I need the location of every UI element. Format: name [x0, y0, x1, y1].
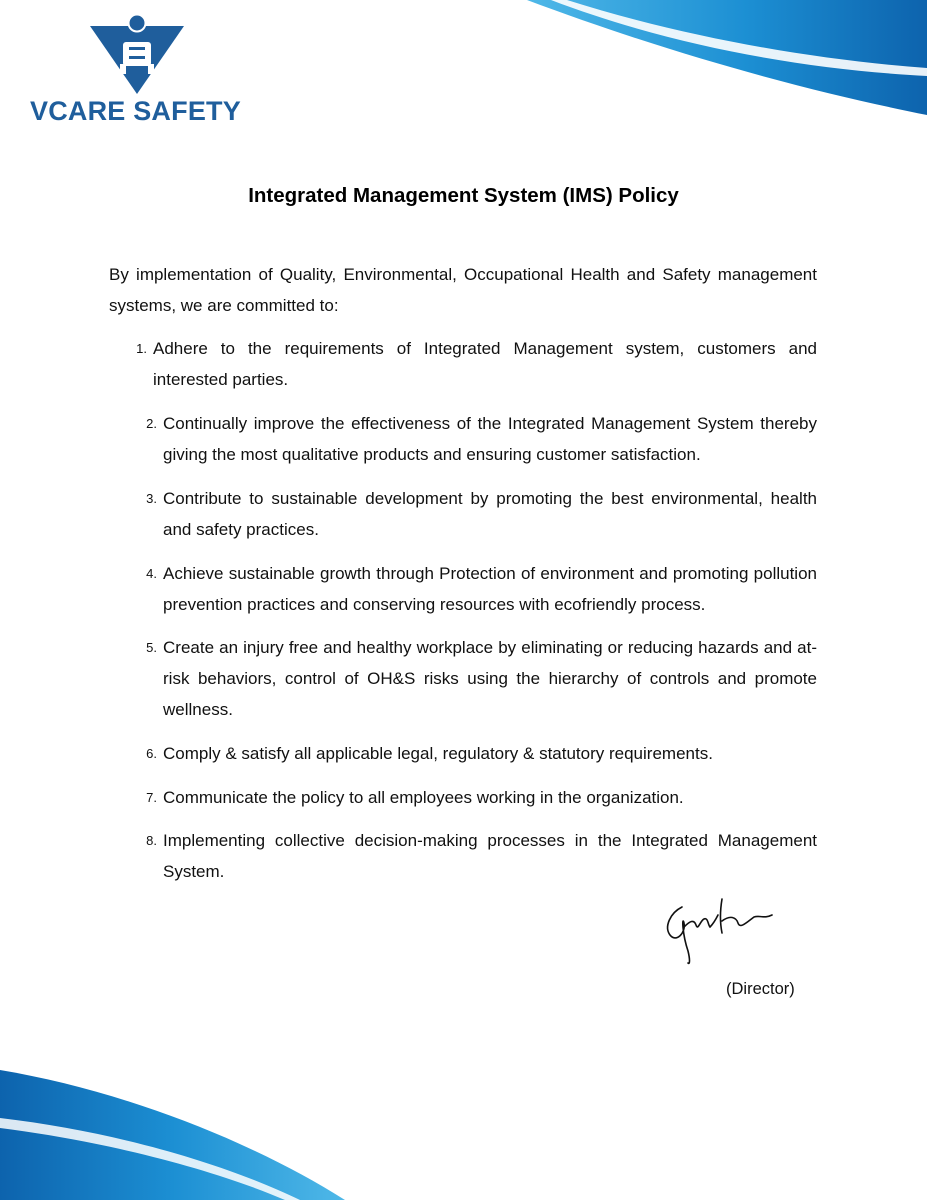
policy-item-number: 7. [146, 790, 157, 805]
policy-item-text: Comply & satisfy all applicable legal, regulatory & statutory requirements. [163, 744, 713, 763]
policy-item-text: Create an injury free and healthy workplace by eliminating or reducing hazards and at-risk behaviors, control of OH&S risks using the hierarchy of controls and promote wellness. [163, 638, 817, 719]
policy-item-number: 6. [146, 746, 157, 761]
policy-item [146, 738, 817, 769]
policy-item-number: 3. [146, 491, 157, 506]
policy-item-number: 1. [136, 341, 147, 356]
intro-paragraph: By implementation of Quality, Environmental, Occupational Health and Safety management systems, we are committed to: [109, 265, 817, 315]
vcare-shield-person-icon [90, 14, 184, 94]
policy-item-text: Adhere to the requirements of Integrated Management system, customers and interested parties. [153, 339, 817, 389]
policy-item-number: 4. [146, 566, 157, 581]
policy-item-text: Achieve sustainable growth through Protection of environment and promoting pollution prevention practices and conserving resources with ecofriendly process. [163, 564, 817, 614]
signature-caption: (Director) [726, 980, 795, 998]
company-logo [22, 10, 244, 128]
policy-item-text: Communicate the policy to all employees working in the organization. [163, 788, 684, 807]
policy-item [146, 632, 817, 725]
header-swoosh-decoration [527, 0, 927, 115]
page-title: Integrated Management System (IMS) Policy [248, 184, 679, 207]
policy-item-number: 5. [146, 640, 157, 655]
logo-wordmark: VCARE SAFETY [30, 96, 241, 126]
policy-item [146, 825, 817, 887]
director-signature [660, 893, 780, 965]
policy-item [136, 333, 817, 395]
policy-item-number: 8. [146, 833, 157, 848]
footer-swoosh-decoration [0, 1070, 345, 1200]
policy-item-text: Contribute to sustainable development by promoting the best environmental, health and safety practices. [163, 489, 817, 539]
policy-item-text: Implementing collective decision-making processes in the Integrated Management System. [163, 831, 817, 881]
policy-item-text: Continually improve the effectiveness of the Integrated Management System thereby giving the most qualitative products and ensuring customer satisfaction. [163, 414, 817, 464]
policy-item [146, 408, 817, 470]
policy-item [146, 483, 817, 545]
policy-item-number: 2. [146, 416, 157, 431]
policy-item [146, 558, 817, 620]
policy-item [146, 782, 817, 813]
